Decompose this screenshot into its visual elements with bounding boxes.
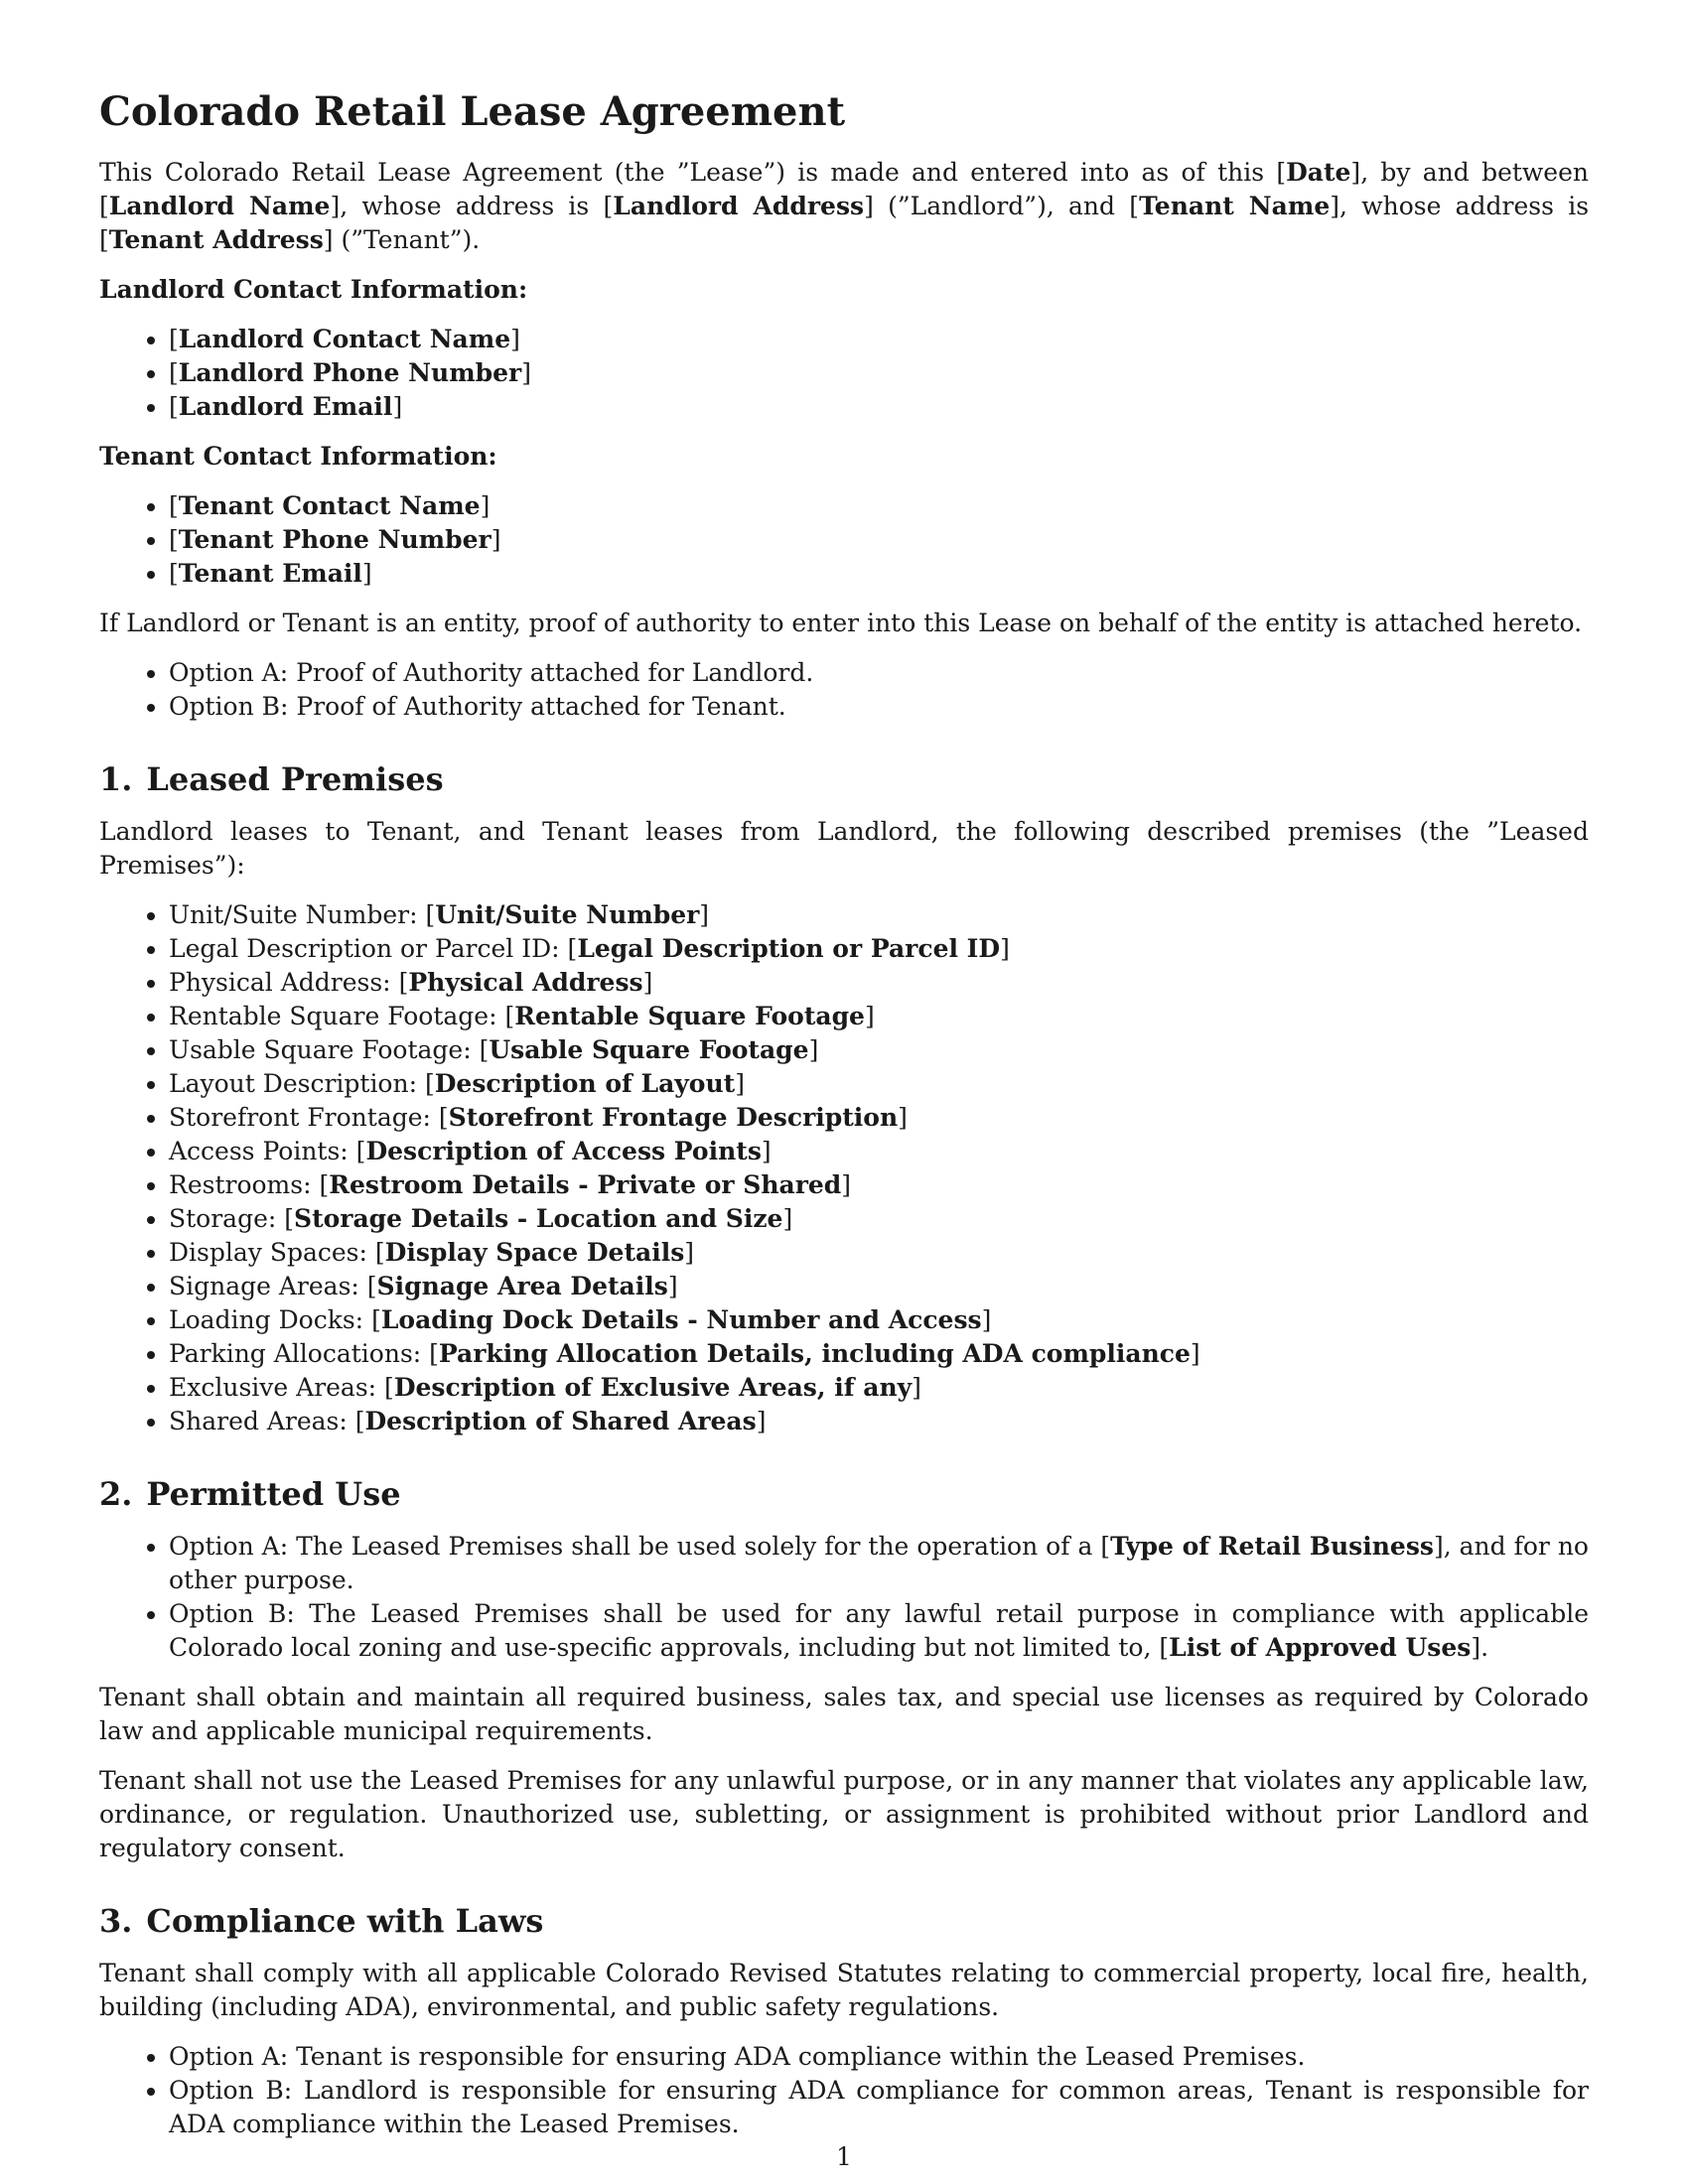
approved-uses-placeholder: List of Approved Uses [1169, 1633, 1472, 1662]
date-placeholder: Date [1286, 158, 1351, 187]
premises-list [99, 898, 1589, 1438]
list-item: • [Tenant Phone Number] [169, 523, 1589, 557]
landlord-contact-list [99, 323, 1589, 424]
list-item: • Loading Docks: [Loading Dock Details - Number and Access] [169, 1303, 1589, 1337]
list-item: • Shared Areas: [Description of Shared Areas] [169, 1405, 1589, 1438]
list-item: • Signage Areas: [Signage Area Details] [169, 1270, 1589, 1303]
unlawful-use-paragraph: Tenant shall not use the Leased Premises for any unlawful purpose, or in any manner that violates any applicable law, ordinance, or regulation. Unauthorized use, subletting, or assignment is prohibited without prior Landlord and regulatory consent. [99, 1766, 1589, 1862]
document-title: Colorado Retail Lease Agreement [99, 88, 846, 135]
list-item: • Usable Square Footage: [Usable Square Footage] [169, 1033, 1589, 1067]
authority-paragraph: If Landlord or Tenant is an entity, proof of authority to enter into this Lease on behalf of the entity is attached hereto. [99, 609, 1583, 637]
document-page [99, 84, 1589, 2157]
list-item: • Storage: [Storage Details - Location and Size] [169, 1202, 1589, 1236]
landlord-contact-heading: Landlord Contact Information: [99, 275, 528, 304]
list-item: • Layout Description: [Description of Layout] [169, 1067, 1589, 1101]
list-item: • [Landlord Phone Number] [169, 356, 1589, 390]
list-item: • Display Spaces: [Display Space Details] [169, 1236, 1589, 1270]
list-item: • Storefront Frontage: [Storefront Frontage Description] [169, 1101, 1589, 1135]
page-number: 1 [836, 2142, 852, 2171]
list-item: • Exclusive Areas: [Description of Exclusive Areas, if any] [169, 1371, 1589, 1405]
landlord-address-placeholder: Landlord Address [613, 192, 865, 220]
list-item: • Option B: The Leased Premises shall be used for any lawful retail purpose in compliance with applicable Colorado local zoning and use-specific approvals, including but not limited to, [List of Approved Uses]. [169, 1597, 1589, 1665]
retail-business-type-placeholder: Type of Retail Business [1110, 1532, 1434, 1561]
section-1-intro: Landlord leases to Tenant, and Tenant leases from Landlord, the following described premises (the ”Leased Premises”): [99, 817, 1589, 880]
list-item: • Option A: The Leased Premises shall be used solely for the operation of a [Type of Retail Business], and for no other purpose. [169, 1530, 1589, 1597]
compliance-paragraph: Tenant shall comply with all applicable Colorado Revised Statutes relating to commercial property, local fire, health, building (including ADA), environmental, and public safety regulations. [99, 1959, 1589, 2021]
tenant-name-placeholder: Tenant Name [1139, 192, 1331, 220]
list-item: • Option A: Proof of Authority attached for Landlord. [169, 656, 1589, 690]
section-1-heading: 1. Leased Premises [99, 760, 444, 798]
tenant-contact-heading: Tenant Contact Information: [99, 442, 497, 471]
list-item: • Restrooms: [Restroom Details - Private or Shared] [169, 1168, 1589, 1202]
authority-options [99, 656, 1589, 724]
list-item: • Physical Address: [Physical Address] [169, 966, 1589, 1000]
list-item: • [Landlord Contact Name] [169, 323, 1589, 356]
section-2-heading: 2. Permitted Use [99, 1475, 401, 1513]
list-item: • Legal Description or Parcel ID: [Legal Description or Parcel ID] [169, 932, 1589, 966]
list-item: • Option A: Tenant is responsible for ensuring ADA compliance within the Leased Premises. [169, 2040, 1589, 2074]
permitted-use-options [99, 1530, 1589, 1665]
list-item: • Option B: Proof of Authority attached for Tenant. [169, 690, 1589, 724]
ada-options [99, 2040, 1589, 2141]
list-item: • Parking Allocations: [Parking Allocation Details, including ADA compliance] [169, 1337, 1589, 1371]
intro-paragraph: This Colorado Retail Lease Agreement (the ”Lease”) is made and entered into as of this [Date], by and between [Landlord Name], whose address is [Landlord Address] (”Landlord”), and [Tenant Name], whose address is [Tenant Address] (”Tenant”). [99, 158, 1590, 254]
list-item: • [Tenant Email] [169, 557, 1589, 591]
tenant-contact-list [99, 489, 1589, 591]
list-item: • [Tenant Contact Name] [169, 489, 1589, 523]
tenant-address-placeholder: Tenant Address [108, 225, 324, 254]
list-item: • Unit/Suite Number: [Unit/Suite Number] [169, 898, 1589, 932]
list-item: • Option B: Landlord is responsible for ensuring ADA compliance for common areas, Tenant is responsible for ADA compliance within the Leased Premises. [169, 2074, 1589, 2141]
list-item: • [Landlord Email] [169, 390, 1589, 424]
list-item: • Rentable Square Footage: [Rentable Square Footage] [169, 1000, 1589, 1033]
licenses-paragraph: Tenant shall obtain and maintain all required business, sales tax, and special use licenses as required by Colorado law and applicable municipal requirements. [99, 1683, 1589, 1745]
section-3-heading: 3. Compliance with Laws [99, 1902, 544, 1940]
list-item: • Access Points: [Description of Access Points] [169, 1135, 1589, 1168]
landlord-name-placeholder: Landlord Name [108, 192, 331, 220]
